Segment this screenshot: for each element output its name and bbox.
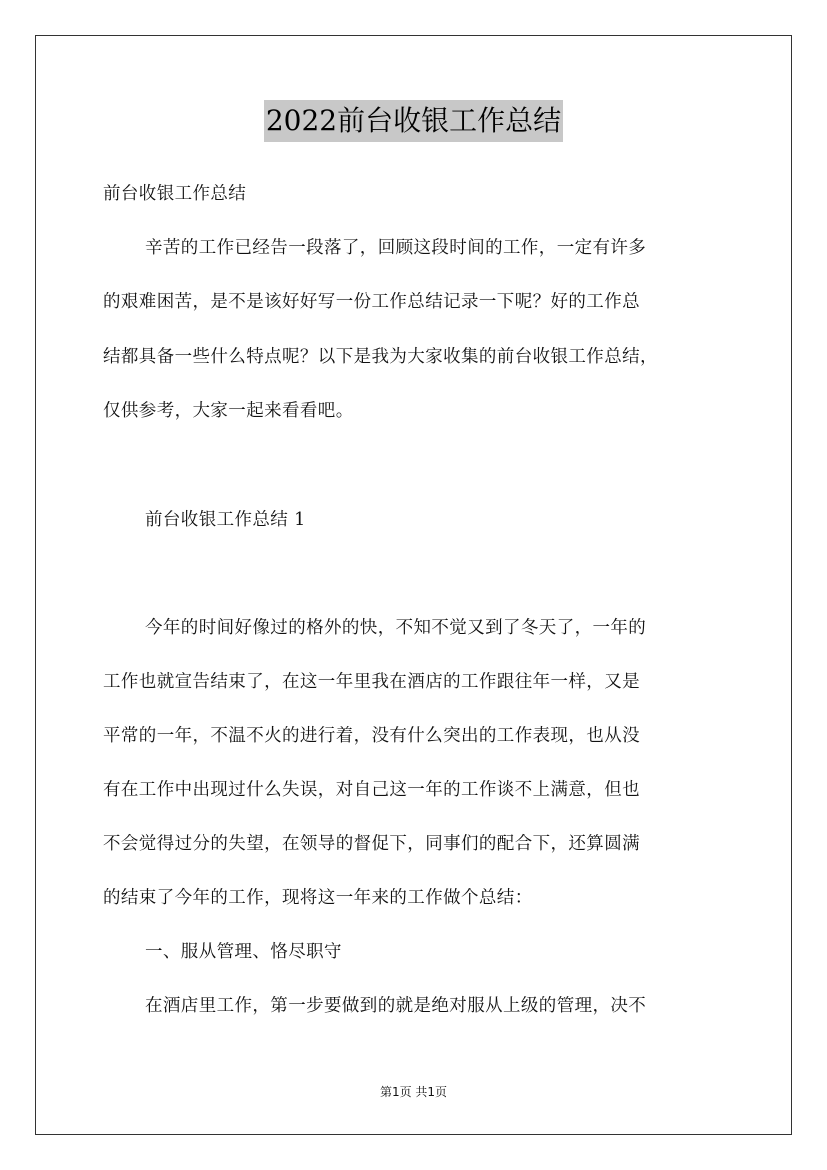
paragraph-line: 辛苦的工作已经告一段落了，回顾这段时间的工作，一定有许多 xyxy=(145,238,647,258)
paragraph-line: 的艰难困苦，是不是该好好写一份工作总结记录一下呢？好的工作总 xyxy=(103,292,640,312)
paragraph-line: 有在工作中出现过什么失误，对自己这一年的工作谈不上满意，但也 xyxy=(103,780,640,800)
paragraph-line: 今年的时间好像过的格外的快，不知不觉又到了冬天了，一年的 xyxy=(145,618,647,638)
paragraph-line: 平常的一年，不温不火的进行着，没有什么突出的工作表现，也从没 xyxy=(103,726,640,746)
paragraph-line: 结都具备一些什么特点呢？以下是我为大家收集的前台收银工作总结， xyxy=(103,347,658,367)
paragraph-line: 不会觉得过分的失望，在领导的督促下，同事们的配合下，还算圆满 xyxy=(103,834,640,854)
section-heading: 前台收银工作总结 1 xyxy=(145,510,306,530)
paragraph-line: 的结束了今年的工作，现将这一年来的工作做个总结： xyxy=(103,888,533,908)
document-title: 2022前台收银工作总结 xyxy=(264,100,563,142)
page-footer: 第1页 共1页 xyxy=(379,1085,448,1099)
paragraph-line: 工作也就宣告结束了，在这一年里我在酒店的工作跟往年一样，又是 xyxy=(103,672,640,692)
section-heading: 一、服从管理、恪尽职守 xyxy=(145,942,342,962)
document-title-wrapper xyxy=(0,100,827,142)
paragraph-line: 在酒店里工作，第一步要做到的就是绝对服从上级的管理，决不 xyxy=(145,996,647,1016)
paragraph-line: 仅供参考，大家一起来看看吧。 xyxy=(103,401,354,421)
subtitle-line: 前台收银工作总结 xyxy=(103,184,247,204)
